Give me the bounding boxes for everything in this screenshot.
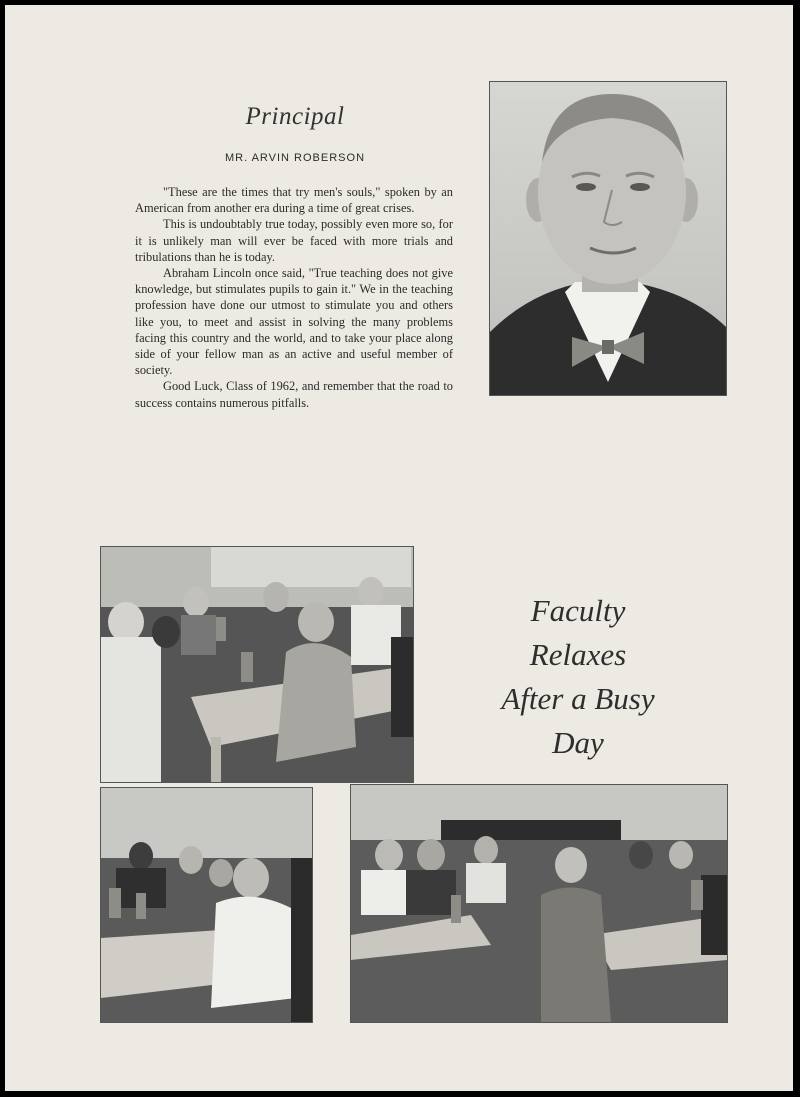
caption-line: Relaxes [529, 637, 627, 672]
principal-portrait-photo [489, 81, 727, 396]
principal-message [135, 184, 453, 411]
message-paragraph: Abraham Lincoln once said, "True teaching does not give knowledge, but stimulates pupils to gain it." We in the teaching profession have done our utmost to stimulate you and others like you, to meet and assist in solving the many problems facing this country and the world, and to take your place along side of your fellow man as an active and useful member of society. [135, 266, 453, 378]
caption-line: After a Busy [501, 681, 655, 716]
faculty-caption [453, 589, 703, 765]
message-paragraph: "These are the times that try men's souls," spoken by an American from another era during a time of great crises. [135, 185, 453, 216]
message-paragraph: Good Luck, Class of 1962, and remember that the road to success contains numerous pitfalls. [135, 379, 453, 410]
faculty-dining-photo-2 [100, 787, 313, 1023]
caption-line: Day [552, 725, 604, 760]
caption-line: Faculty [530, 593, 626, 628]
principal-name: MR. ARVIN ROBERSON [224, 152, 366, 164]
page-title: Principal [245, 103, 345, 130]
faculty-dining-photo-3 [350, 784, 728, 1023]
yearbook-page [5, 5, 793, 1091]
message-paragraph: This is undoubtably true today, possibly even more so, for it is unlikely man will ever be faced with more trials and tribulations than he is today. [135, 217, 453, 264]
faculty-dining-photo-1 [100, 546, 414, 783]
